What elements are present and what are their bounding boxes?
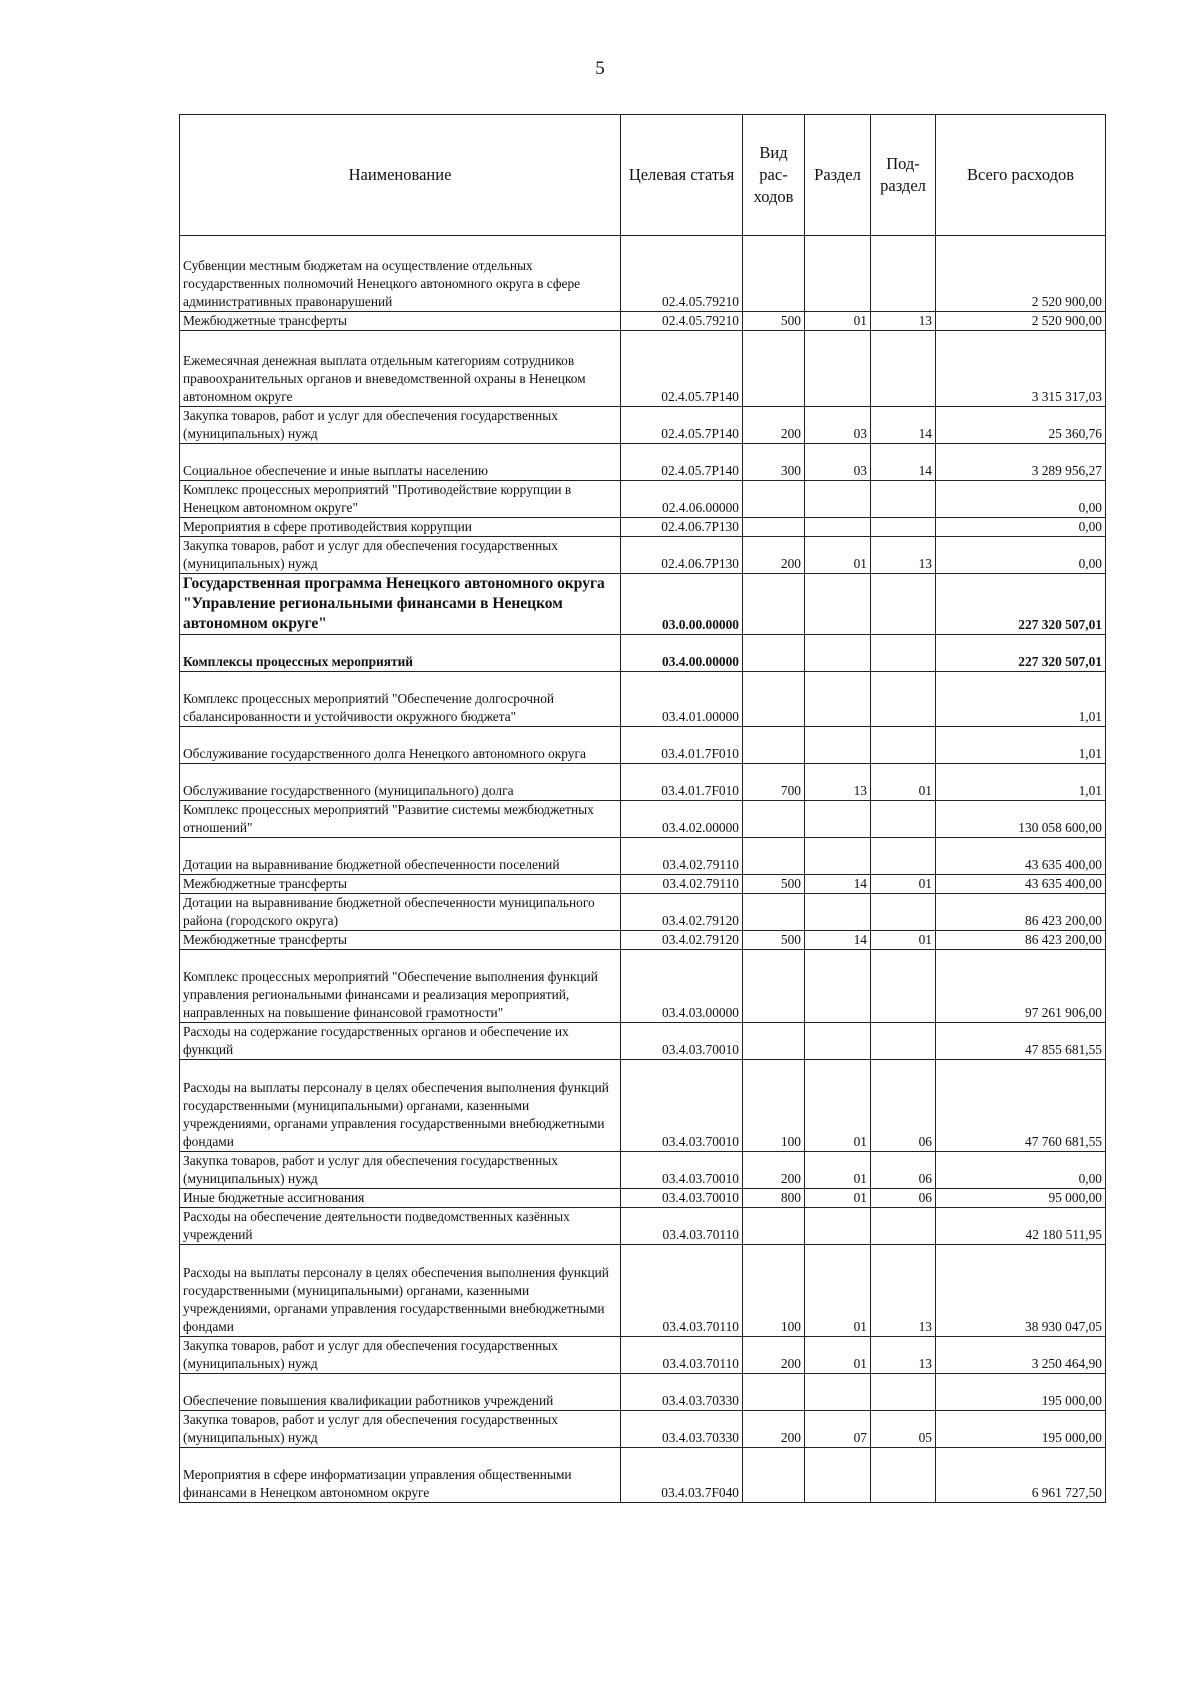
row-name: Закупка товаров, работ и услуг для обеспечения государственных (муниципальных) нужд [180, 1337, 621, 1374]
table-row [180, 1208, 1106, 1245]
row-subsection: 05 [871, 1411, 936, 1448]
row-expense-type [743, 236, 805, 312]
row-subsection [871, 838, 936, 875]
row-target-article: 03.4.02.79110 [621, 875, 743, 894]
row-section [805, 838, 871, 875]
table-row [180, 1245, 1106, 1337]
table-row [180, 838, 1106, 875]
row-total: 86 423 200,00 [936, 931, 1106, 950]
row-name: Комплекс процессных мероприятий "Развитие системы межбюджетных отношений" [180, 801, 621, 838]
row-expense-type [743, 635, 805, 672]
table-row [180, 331, 1106, 407]
row-total: 130 058 600,00 [936, 801, 1106, 838]
row-subsection: 06 [871, 1060, 936, 1152]
row-expense-type [743, 518, 805, 537]
row-total: 1,01 [936, 764, 1106, 801]
row-total: 0,00 [936, 1152, 1106, 1189]
row-name: Государственная программа Ненецкого автономного округа "Управление региональными финансами в Ненецком автономном округе" [180, 574, 621, 635]
row-name: Ежемесячная денежная выплата отдельным категориям сотрудников правоохранительных органов и вневедомственной охраны в Ненецком автономном округе [180, 331, 621, 407]
row-section [805, 950, 871, 1023]
row-subsection [871, 331, 936, 407]
row-total: 195 000,00 [936, 1411, 1106, 1448]
row-name: Иные бюджетные ассигнования [180, 1189, 621, 1208]
row-subsection: 01 [871, 875, 936, 894]
table-row [180, 1374, 1106, 1411]
table-row [180, 764, 1106, 801]
row-expense-type: 200 [743, 537, 805, 574]
row-target-article: 03.4.03.70110 [621, 1337, 743, 1374]
header-name: Наименование [180, 115, 621, 236]
row-total: 0,00 [936, 537, 1106, 574]
row-section: 01 [805, 1337, 871, 1374]
row-target-article: 03.4.01.00000 [621, 672, 743, 727]
row-total: 38 930 047,05 [936, 1245, 1106, 1337]
row-expense-type: 500 [743, 931, 805, 950]
table-row [180, 312, 1106, 331]
row-target-article: 03.4.02.79110 [621, 838, 743, 875]
row-section [805, 894, 871, 931]
row-name: Расходы на выплаты персоналу в целях обеспечения выполнения функций государственными (муниципальными) органами, казенными учреждениями, органами управления государственными внебюджетными фондами [180, 1245, 621, 1337]
row-section: 01 [805, 1189, 871, 1208]
row-total: 1,01 [936, 727, 1106, 764]
header-subsection: Под-раздел [871, 115, 936, 236]
row-target-article: 03.4.03.70110 [621, 1245, 743, 1337]
row-section [805, 672, 871, 727]
row-subsection [871, 1374, 936, 1411]
row-name: Субвенции местным бюджетам на осуществление отдельных государственных полномочий Ненецкого автономного округа в сфере административных правонарушений [180, 236, 621, 312]
row-expense-type: 300 [743, 444, 805, 481]
row-section [805, 574, 871, 635]
table-row [180, 950, 1106, 1023]
row-subsection: 13 [871, 1337, 936, 1374]
page-number: 5 [595, 58, 605, 79]
row-subsection: 01 [871, 764, 936, 801]
row-total: 0,00 [936, 481, 1106, 518]
row-name: Дотации на выравнивание бюджетной обеспеченности поселений [180, 838, 621, 875]
row-subsection: 14 [871, 444, 936, 481]
row-target-article: 02.4.05.7Р140 [621, 407, 743, 444]
row-section [805, 481, 871, 518]
row-target-article: 03.4.01.7F010 [621, 727, 743, 764]
row-expense-type [743, 672, 805, 727]
row-target-article: 03.4.03.70110 [621, 1208, 743, 1245]
row-expense-type: 800 [743, 1189, 805, 1208]
table-row [180, 518, 1106, 537]
table-row [180, 481, 1106, 518]
row-section: 13 [805, 764, 871, 801]
row-target-article: 03.4.01.7F010 [621, 764, 743, 801]
table-row [180, 574, 1106, 635]
row-name: Закупка товаров, работ и услуг для обеспечения государственных (муниципальных) нужд [180, 1411, 621, 1448]
row-total: 3 250 464,90 [936, 1337, 1106, 1374]
row-section [805, 1448, 871, 1503]
row-target-article: 02.4.05.79210 [621, 236, 743, 312]
row-subsection [871, 236, 936, 312]
row-name: Межбюджетные трансферты [180, 931, 621, 950]
table-body [180, 236, 1106, 1503]
row-subsection: 13 [871, 537, 936, 574]
header-expense-type: Вид рас-ходов [743, 115, 805, 236]
table-row [180, 537, 1106, 574]
table-row [180, 1023, 1106, 1060]
row-total: 47 855 681,55 [936, 1023, 1106, 1060]
row-target-article: 03.4.02.79120 [621, 931, 743, 950]
row-section [805, 331, 871, 407]
row-total: 227 320 507,01 [936, 635, 1106, 672]
row-section: 01 [805, 1060, 871, 1152]
row-name: Обслуживание государственного (муниципального) долга [180, 764, 621, 801]
row-name: Расходы на содержание государственных органов и обеспечение их функций [180, 1023, 621, 1060]
row-name: Расходы на выплаты персоналу в целях обеспечения выполнения функций государственными (муниципальными) органами, казенными учреждениями, органами управления государственными внебюджетными фондами [180, 1060, 621, 1152]
row-expense-type [743, 574, 805, 635]
row-total: 95 000,00 [936, 1189, 1106, 1208]
row-total: 3 315 317,03 [936, 331, 1106, 407]
row-total: 47 760 681,55 [936, 1060, 1106, 1152]
row-target-article: 02.4.06.7Р130 [621, 518, 743, 537]
row-total: 42 180 511,95 [936, 1208, 1106, 1245]
row-name: Комплексы процессных мероприятий [180, 635, 621, 672]
row-subsection [871, 635, 936, 672]
row-target-article: 03.4.02.00000 [621, 801, 743, 838]
row-expense-type: 500 [743, 312, 805, 331]
row-section: 03 [805, 407, 871, 444]
table-row [180, 1189, 1106, 1208]
row-expense-type [743, 331, 805, 407]
row-total: 97 261 906,00 [936, 950, 1106, 1023]
row-name: Комплекс процессных мероприятий "Обеспечение долгосрочной сбалансированности и устойчивости окружного бюджета" [180, 672, 621, 727]
row-subsection [871, 894, 936, 931]
row-total: 0,00 [936, 518, 1106, 537]
row-name: Дотации на выравнивание бюджетной обеспеченности муниципального района (городского округа) [180, 894, 621, 931]
row-target-article: 03.4.03.70010 [621, 1152, 743, 1189]
row-subsection: 06 [871, 1189, 936, 1208]
row-subsection: 06 [871, 1152, 936, 1189]
row-target-article: 03.4.03.70330 [621, 1374, 743, 1411]
row-subsection: 14 [871, 407, 936, 444]
row-expense-type: 700 [743, 764, 805, 801]
row-section [805, 518, 871, 537]
row-name: Обеспечение повышения квалификации работников учреждений [180, 1374, 621, 1411]
row-target-article: 02.4.06.00000 [621, 481, 743, 518]
table-row [180, 801, 1106, 838]
table-row [180, 894, 1106, 931]
row-section: 01 [805, 1245, 871, 1337]
row-subsection: 01 [871, 931, 936, 950]
row-expense-type [743, 1208, 805, 1245]
row-subsection [871, 801, 936, 838]
row-total: 195 000,00 [936, 1374, 1106, 1411]
table-row [180, 635, 1106, 672]
header-section: Раздел [805, 115, 871, 236]
row-expense-type [743, 894, 805, 931]
table-header-row [180, 115, 1106, 236]
row-expense-type: 500 [743, 875, 805, 894]
row-section [805, 727, 871, 764]
row-expense-type [743, 727, 805, 764]
table-row [180, 931, 1106, 950]
row-name: Мероприятия в сфере противодействия коррупции [180, 518, 621, 537]
row-section: 03 [805, 444, 871, 481]
row-target-article: 03.4.02.79120 [621, 894, 743, 931]
header-target-article: Целевая статья [621, 115, 743, 236]
row-section [805, 1023, 871, 1060]
row-expense-type [743, 1374, 805, 1411]
row-expense-type [743, 481, 805, 518]
row-subsection [871, 727, 936, 764]
row-section: 14 [805, 931, 871, 950]
table-row [180, 1448, 1106, 1503]
row-name: Комплекс процессных мероприятий "Противодействие коррупции в Ненецком автономном округе" [180, 481, 621, 518]
row-subsection [871, 950, 936, 1023]
row-total: 3 289 956,27 [936, 444, 1106, 481]
row-total: 1,01 [936, 672, 1106, 727]
row-subsection [871, 481, 936, 518]
row-section: 14 [805, 875, 871, 894]
row-subsection: 13 [871, 312, 936, 331]
row-target-article: 02.4.05.7Р140 [621, 331, 743, 407]
table-row [180, 236, 1106, 312]
row-section [805, 1208, 871, 1245]
table-row [180, 1060, 1106, 1152]
row-expense-type [743, 801, 805, 838]
row-name: Обслуживание государственного долга Ненецкого автономного округа [180, 727, 621, 764]
row-total: 86 423 200,00 [936, 894, 1106, 931]
row-subsection [871, 574, 936, 635]
row-name: Социальное обеспечение и иные выплаты населению [180, 444, 621, 481]
row-target-article: 03.4.03.70010 [621, 1023, 743, 1060]
row-subsection [871, 1448, 936, 1503]
table-row [180, 1152, 1106, 1189]
row-name: Закупка товаров, работ и услуг для обеспечения государственных (муниципальных) нужд [180, 407, 621, 444]
row-total: 2 520 900,00 [936, 312, 1106, 331]
table-row [180, 407, 1106, 444]
row-name: Закупка товаров, работ и услуг для обеспечения государственных (муниципальных) нужд [180, 537, 621, 574]
row-expense-type [743, 950, 805, 1023]
row-section: 07 [805, 1411, 871, 1448]
row-section: 01 [805, 537, 871, 574]
row-target-article: 03.0.00.00000 [621, 574, 743, 635]
row-expense-type: 200 [743, 1411, 805, 1448]
row-target-article: 03.4.00.00000 [621, 635, 743, 672]
row-expense-type [743, 838, 805, 875]
row-expense-type [743, 1023, 805, 1060]
row-total: 43 635 400,00 [936, 875, 1106, 894]
row-total: 2 520 900,00 [936, 236, 1106, 312]
table-row [180, 875, 1106, 894]
table-row [180, 1337, 1106, 1374]
budget-table [179, 114, 1106, 1503]
row-expense-type: 200 [743, 1337, 805, 1374]
header-total: Всего расходов [936, 115, 1106, 236]
row-name: Закупка товаров, работ и услуг для обеспечения государственных (муниципальных) нужд [180, 1152, 621, 1189]
row-target-article: 02.4.05.79210 [621, 312, 743, 331]
row-target-article: 02.4.06.7Р130 [621, 537, 743, 574]
row-section [805, 801, 871, 838]
row-total: 25 360,76 [936, 407, 1106, 444]
row-subsection [871, 1023, 936, 1060]
row-total: 43 635 400,00 [936, 838, 1106, 875]
row-subsection [871, 672, 936, 727]
table-row [180, 1411, 1106, 1448]
row-expense-type: 200 [743, 1152, 805, 1189]
row-target-article: 03.4.03.70010 [621, 1189, 743, 1208]
row-subsection: 13 [871, 1245, 936, 1337]
row-name: Комплекс процессных мероприятий "Обеспечение выполнения функций управления региональными финансами и реализация мероприятий, направленных на повышение финансовой грамотности" [180, 950, 621, 1023]
row-expense-type: 100 [743, 1245, 805, 1337]
table-row [180, 672, 1106, 727]
row-expense-type: 200 [743, 407, 805, 444]
row-name: Расходы на обеспечение деятельности подведомственных казённых учреждений [180, 1208, 621, 1245]
row-subsection [871, 518, 936, 537]
row-total: 227 320 507,01 [936, 574, 1106, 635]
row-name: Межбюджетные трансферты [180, 875, 621, 894]
table-row [180, 444, 1106, 481]
row-section [805, 236, 871, 312]
row-name: Межбюджетные трансферты [180, 312, 621, 331]
row-target-article: 03.4.03.7F040 [621, 1448, 743, 1503]
row-subsection [871, 1208, 936, 1245]
row-section [805, 635, 871, 672]
row-target-article: 02.4.05.7Р140 [621, 444, 743, 481]
row-target-article: 03.4.03.70330 [621, 1411, 743, 1448]
row-total: 6 961 727,50 [936, 1448, 1106, 1503]
row-name: Мероприятия в сфере информатизации управления общественными финансами в Ненецком автономном округе [180, 1448, 621, 1503]
row-section [805, 1374, 871, 1411]
table-row [180, 727, 1106, 764]
row-section: 01 [805, 1152, 871, 1189]
row-target-article: 03.4.03.00000 [621, 950, 743, 1023]
row-target-article: 03.4.03.70010 [621, 1060, 743, 1152]
row-section: 01 [805, 312, 871, 331]
row-expense-type: 100 [743, 1060, 805, 1152]
row-expense-type [743, 1448, 805, 1503]
